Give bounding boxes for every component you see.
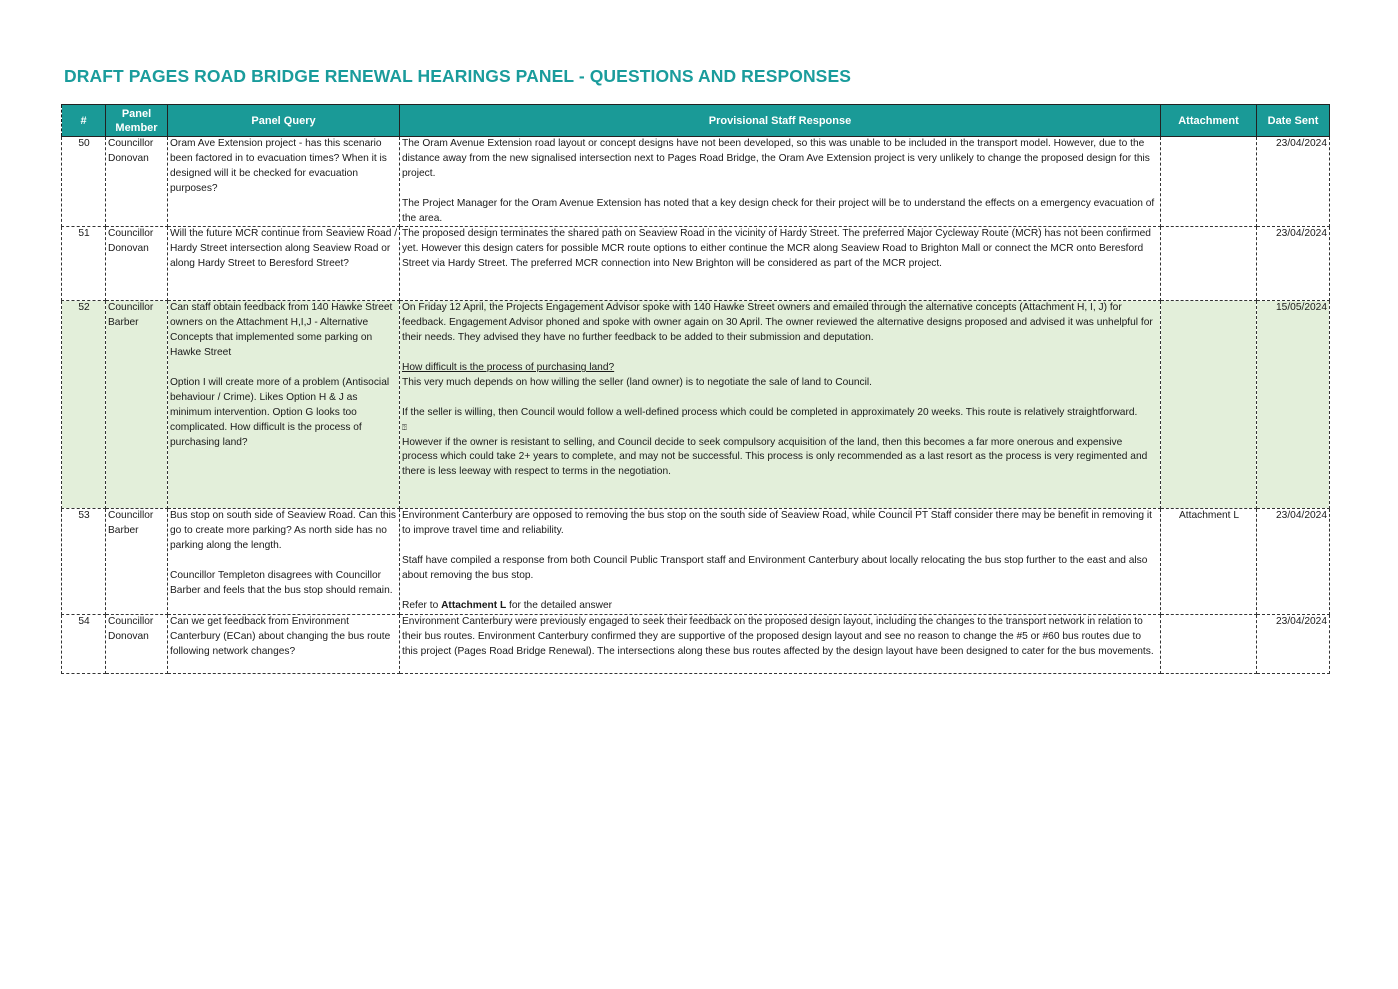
response-paragraph: The Project Manager for the Oram Avenue Extension has noted that a key design check for their project will be to understand the effects on a emergency evacuation of the area.: [402, 197, 1155, 224]
query-text: Bus stop on south side of Seaview Road. Can this go to create more parking? As north side has no parking along the length.: [170, 510, 396, 552]
questions-responses-table: [61, 104, 1330, 674]
query-text: Councillor Templeton disagrees with Councillor Barber and feels that the bus stop should remain.: [170, 570, 393, 596]
refer-prefix: Refer to: [402, 599, 442, 611]
attachment-cell: [1161, 614, 1257, 673]
table-row: [62, 614, 1330, 673]
query-text: Can we get feedback from Environment Canterbury (ECan) about changing the bus route following network changes?: [170, 615, 391, 657]
attachment-cell: Attachment L: [1161, 509, 1257, 614]
attachment-cell: [1161, 301, 1257, 509]
date-sent: 23/04/2024: [1257, 509, 1330, 614]
row-number: 51: [62, 227, 106, 301]
member-title: Councillor: [108, 228, 154, 240]
page-title: DRAFT PAGES ROAD BRIDGE RENEWAL HEARINGS PANEL - QUESTIONS AND RESPONSES: [64, 66, 852, 86]
panel-member: [106, 137, 168, 227]
staff-response: [400, 137, 1161, 227]
panel-member: [106, 301, 168, 509]
response-paragraph: Staff have compiled a response from both Council Public Transport staff and Environment Canterbury about locally relocating the bus stop further to the east and also about removing the bus stop.: [402, 555, 1148, 582]
query-text: Oram Ave Extension project - has this scenario been factored in to evacuation times? When it is designed will it be checked for evacuation purposes?: [170, 138, 387, 194]
staff-response: [400, 614, 1161, 673]
member-title: Councillor: [108, 510, 154, 522]
row-number: 54: [62, 614, 106, 673]
response-paragraph: If the seller is willing, then Council would follow a well-defined process which could be completed in approximately 20 weeks. This route is relatively straightforward.: [402, 406, 1138, 418]
query-text: Will the future MCR continue from Seaview Road / Hardy Street intersection along Seaview Road or along Hardy Street to Beresford Street?: [170, 228, 398, 270]
member-name: Barber: [108, 317, 139, 329]
table-row: [62, 509, 1330, 614]
response-paragraph: The proposed design terminates the shared path on Seaview Road in the vicinity of Hardy Street. The preferred Major Cycleway Route (MCR) has not been confirmed yet. However this design caters for possible MCR route options to either continue the MCR along Seaview Road to Brighton Mall or connect the MCR onto Beresford Street via Hardy Street. The preferred MCR connection into New Brighton will be considered as part of the MCR project.: [402, 228, 1151, 270]
member-name: Barber: [108, 525, 139, 537]
panel-member: [106, 509, 168, 614]
missing-glyph-symbol: ⍰: [402, 422, 407, 432]
row-number: 53: [62, 509, 106, 614]
attachment-cell: [1161, 137, 1257, 227]
response-paragraph: Environment Canterbury were previously engaged to seek their feedback on the proposed design layout, including the changes to the transport network in relation to their bus routes. Environment Canterbury confirmed they are supportive of the proposed design layout and see no reason to change the #5 or #60 bus routes due to this project (Pages Road Bridge Renewal). The intersections along these bus routes affected by the design layout have been designed to cater for the bus movements.: [402, 615, 1154, 657]
member-title: Councillor: [108, 615, 154, 627]
panel-query: [168, 614, 400, 673]
refer-suffix: for the detailed answer: [506, 599, 613, 611]
staff-response: [400, 227, 1161, 301]
row-number: 52: [62, 301, 106, 509]
staff-response: [400, 301, 1161, 509]
member-title: Councillor: [108, 302, 154, 314]
header-attachment: Attachment: [1161, 105, 1257, 137]
panel-query: [168, 137, 400, 227]
attachment-cell: [1161, 227, 1257, 301]
response-paragraph: The Oram Avenue Extension road layout or concept designs have not been developed, so this was unable to be included in the transport model. However, due to the distance away from the new signalised intersection next to Pages Road Bridge, the Oram Ave Extension project is very unlikely to change the proposed design for this project.: [402, 138, 1150, 179]
response-paragraph: However if the owner is resistant to selling, and Council decide to seek compulsory acquisition of the land, then this becomes a far more onerous and expensive process which could take 2+ years to complete, and may not be successful. This process is only recommended as a last resort as the process is very regimented and there is less leeway with respect to terms in the negotiation.: [402, 436, 1148, 478]
response-paragraph: Environment Canterbury are opposed to removing the bus stop on the south side of Seaview Road, while Council PT Staff consider there may be benefit in removing it to improve travel time and reliability.: [402, 510, 1152, 537]
staff-response: [400, 509, 1161, 614]
query-text: Can staff obtain feedback from 140 Hawke Street owners on the Attachment H,I,J - Alternative Concepts that implemented some parking on Hawke Street: [170, 302, 393, 359]
panel-member: [106, 227, 168, 301]
date-sent: 23/04/2024: [1257, 137, 1330, 227]
date-sent: 15/05/2024: [1257, 301, 1330, 509]
panel-query: [168, 301, 400, 509]
date-sent: 23/04/2024: [1257, 614, 1330, 673]
table-row: [62, 137, 1330, 227]
header-staff-response: Provisional Staff Response: [400, 105, 1161, 137]
response-refer: [402, 599, 1159, 614]
header-date-sent: Date Sent: [1257, 105, 1330, 137]
date-sent: 23/04/2024: [1257, 227, 1330, 301]
response-paragraph: This very much depends on how willing the seller (land owner) is to negotiate the sale of land to Council.: [402, 376, 873, 388]
response-subheading: How difficult is the process of purchasing land?: [402, 362, 615, 374]
row-number: 50: [62, 137, 106, 227]
header-panel-member: Panel Member: [106, 105, 168, 137]
panel-query: [168, 227, 400, 301]
response-paragraph: On Friday 12 April, the Projects Engagement Advisor spoke with 140 Hawke Street owners and emailed through the alternative concepts (Attachment H, I, J) for feedback. Engagement Advisor phoned and spoke with owner again on 30 April. The owner reviewed the alternative designs proposed and advised it was unhelpful for their needs. They advised they have no further feedback to be added to their submission and deputation.: [402, 302, 1153, 344]
table-row-highlighted: [62, 301, 1330, 509]
member-title: Councillor: [108, 138, 154, 149]
member-name: Donovan: [108, 243, 149, 255]
header-number: #: [62, 105, 106, 137]
panel-member: [106, 614, 168, 673]
member-name: Donovan: [108, 152, 149, 164]
member-name: Donovan: [108, 630, 149, 642]
panel-query: [168, 509, 400, 614]
refer-attachment-link: Attachment L: [441, 599, 507, 611]
table-row: [62, 227, 1330, 301]
header-panel-query: Panel Query: [168, 105, 400, 137]
query-text: Option I will create more of a problem (Antisocial behaviour / Crime). Likes Option H & J as minimum intervention. Option G looks too complicated. How difficult is the process of purchasing land?: [170, 376, 390, 448]
table-header-row: [62, 105, 1330, 137]
